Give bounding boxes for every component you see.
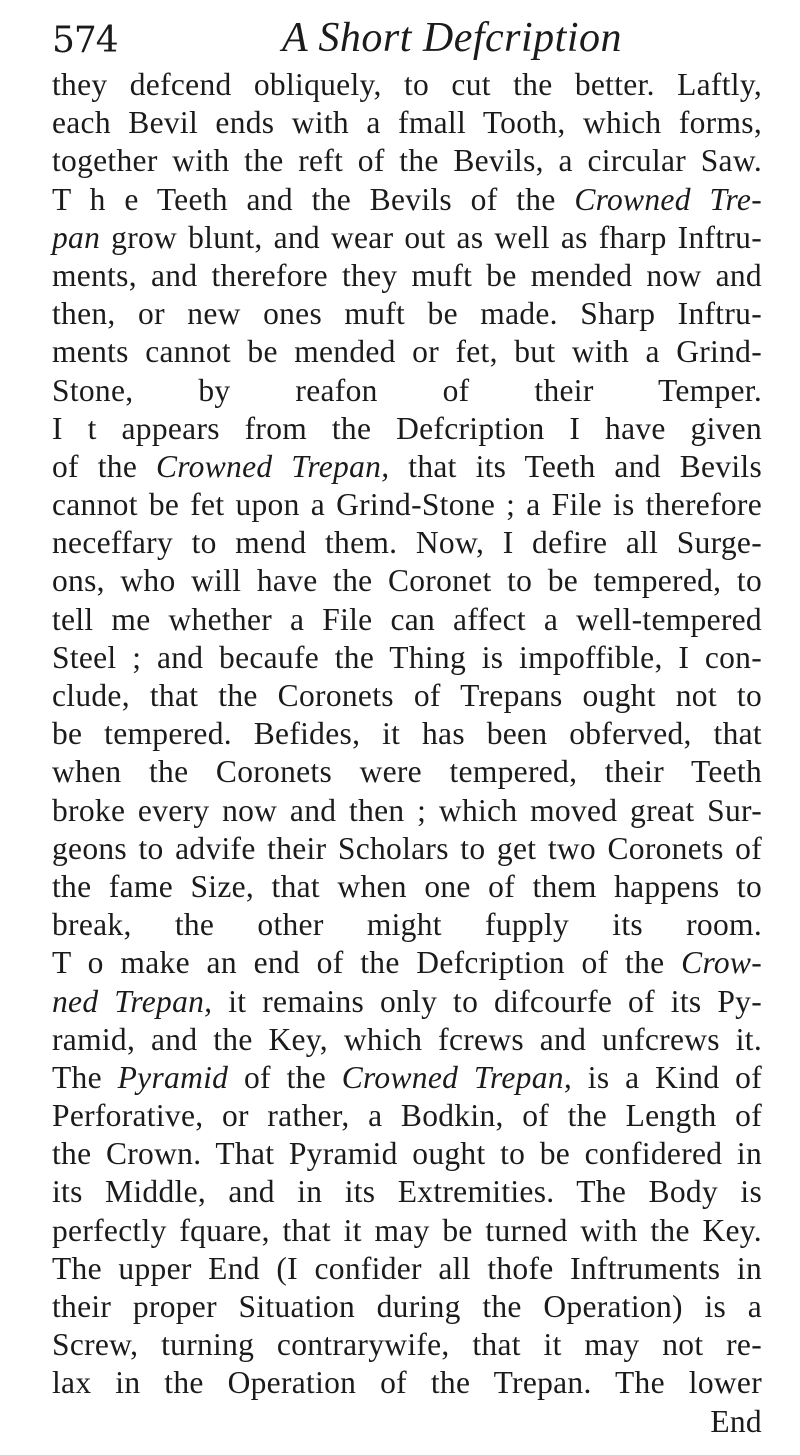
italic-run: Crowned Trepan, (155, 448, 390, 484)
text-line (52, 66, 762, 104)
text-line (52, 257, 762, 295)
text-line (52, 1403, 762, 1441)
text-line (52, 1021, 762, 1059)
text-line (52, 639, 762, 677)
text-line (52, 830, 762, 868)
text-line (52, 792, 762, 830)
text-line (52, 1212, 762, 1250)
text-run: is a Kind of (572, 1059, 762, 1095)
text-line (52, 181, 762, 219)
text-run: of the (52, 448, 156, 484)
text-line (52, 295, 762, 333)
page-number: 574 (52, 20, 118, 61)
text-line (52, 1288, 762, 1326)
text-line (52, 448, 762, 486)
text-line (52, 410, 762, 448)
italic-run: Pyramid (117, 1059, 229, 1095)
text-run: ments, and therefore they muft be mended now and (52, 257, 762, 293)
text-run: broke every now and then ; which moved great Sur- (52, 792, 762, 828)
text-line (52, 333, 762, 371)
body-text (52, 66, 762, 1441)
italic-run: Crow- (681, 945, 762, 981)
text-run: then, or new ones muft be made. Sharp Inftru- (52, 296, 762, 332)
text-run: Perforative, or rather, a Bodkin, of the Length of (52, 1098, 762, 1134)
text-line (52, 868, 762, 906)
text-run: they defcend obliquely, to cut the better. Laftly, (52, 67, 762, 102)
text-run: ons, who will have the Coronet to be tempered, to (52, 563, 762, 599)
text-line (52, 562, 762, 600)
text-run: The (52, 1059, 118, 1095)
text-line (52, 715, 762, 753)
text-line (52, 906, 762, 944)
italic-run: ned Trepan, (52, 983, 213, 1019)
text-run: neceffary to mend them. Now, I defire all Surge- (52, 525, 762, 561)
text-run: ments cannot be mended or fet, but with a Grind- (52, 334, 762, 370)
text-run: of the (228, 1059, 342, 1095)
text-run: lax in the Operation of the Trepan. The lower (52, 1365, 762, 1401)
text-run: geons to advife their Scholars to get two Coronets of (52, 830, 762, 866)
text-run: Screw, turning contrarywife, that it may not re- (52, 1327, 762, 1363)
italic-run: Crowned Tre- (574, 181, 762, 217)
text-line (52, 983, 762, 1021)
text-run: the Crown. That Pyramid ought to be confidered in (52, 1136, 762, 1172)
text-run: that its Teeth and Bevils (389, 448, 762, 484)
text-line (52, 1135, 762, 1173)
text-run: clude, that the Coronets of Trepans ought not to (52, 678, 762, 713)
text-run: together with the reft of the Bevils, a circular Saw. (52, 143, 762, 179)
text-run: I t appears from the Defcription I have given (52, 410, 762, 446)
text-run: the fame Size, that when one of them happens to (52, 868, 762, 904)
text-run: Steel ; and becaufe the Thing is impoffible, I con- (52, 639, 762, 675)
text-run: each Bevil ends with a fmall Tooth, which forms, (52, 105, 762, 141)
running-head-title: A Short Defcription (281, 15, 623, 61)
text-run: their proper Situation during the Operation) is a (52, 1289, 762, 1324)
text-run: perfectly fquare, that it may be turned with the Key. (52, 1212, 762, 1248)
text-line (52, 1364, 762, 1402)
text-run: T h e Teeth and the Bevils of the (52, 181, 575, 217)
text-run: grow blunt, and wear out as well as fharp Inftru- (100, 219, 762, 255)
italic-run: Crowned Trepan, (341, 1059, 573, 1095)
text-run: End (710, 1403, 762, 1439)
text-run: The upper End (I confider all thofe Inftruments in (52, 1250, 762, 1286)
text-line (52, 1173, 762, 1211)
text-run: when the Coronets were tempered, their Teeth (52, 754, 762, 790)
page-header (52, 14, 752, 68)
text-line (52, 372, 762, 410)
text-run: Stone, by reafon of their Temper. (52, 372, 762, 408)
text-run: T o make an end of the Defcription of the (52, 945, 682, 981)
text-line (52, 677, 762, 715)
text-line (52, 1326, 762, 1364)
text-line (52, 219, 762, 257)
text-run: cannot be fet upon a Grind-Stone ; a File is therefore (52, 487, 762, 523)
text-line (52, 1097, 762, 1135)
text-run: its Middle, and in its Extremities. The Body is (52, 1174, 762, 1210)
text-line (52, 1059, 762, 1097)
text-run: be tempered. Befides, it has been obferved, that (52, 716, 762, 752)
text-line (52, 601, 762, 639)
text-line (52, 1250, 762, 1288)
text-line (52, 104, 762, 142)
text-line (52, 486, 762, 524)
text-run: ramid, and the Key, which fcrews and unfcrews it. (52, 1021, 762, 1057)
text-run: break, the other might fupply its room. (52, 907, 762, 943)
text-line (52, 524, 762, 562)
text-run: it remains only to difcourfe of its Py- (212, 983, 762, 1019)
text-line (52, 944, 762, 982)
text-line (52, 753, 762, 791)
text-run: tell me whether a File can affect a well-tempered (52, 601, 762, 637)
text-line (52, 142, 762, 180)
italic-run: pan (52, 219, 101, 255)
